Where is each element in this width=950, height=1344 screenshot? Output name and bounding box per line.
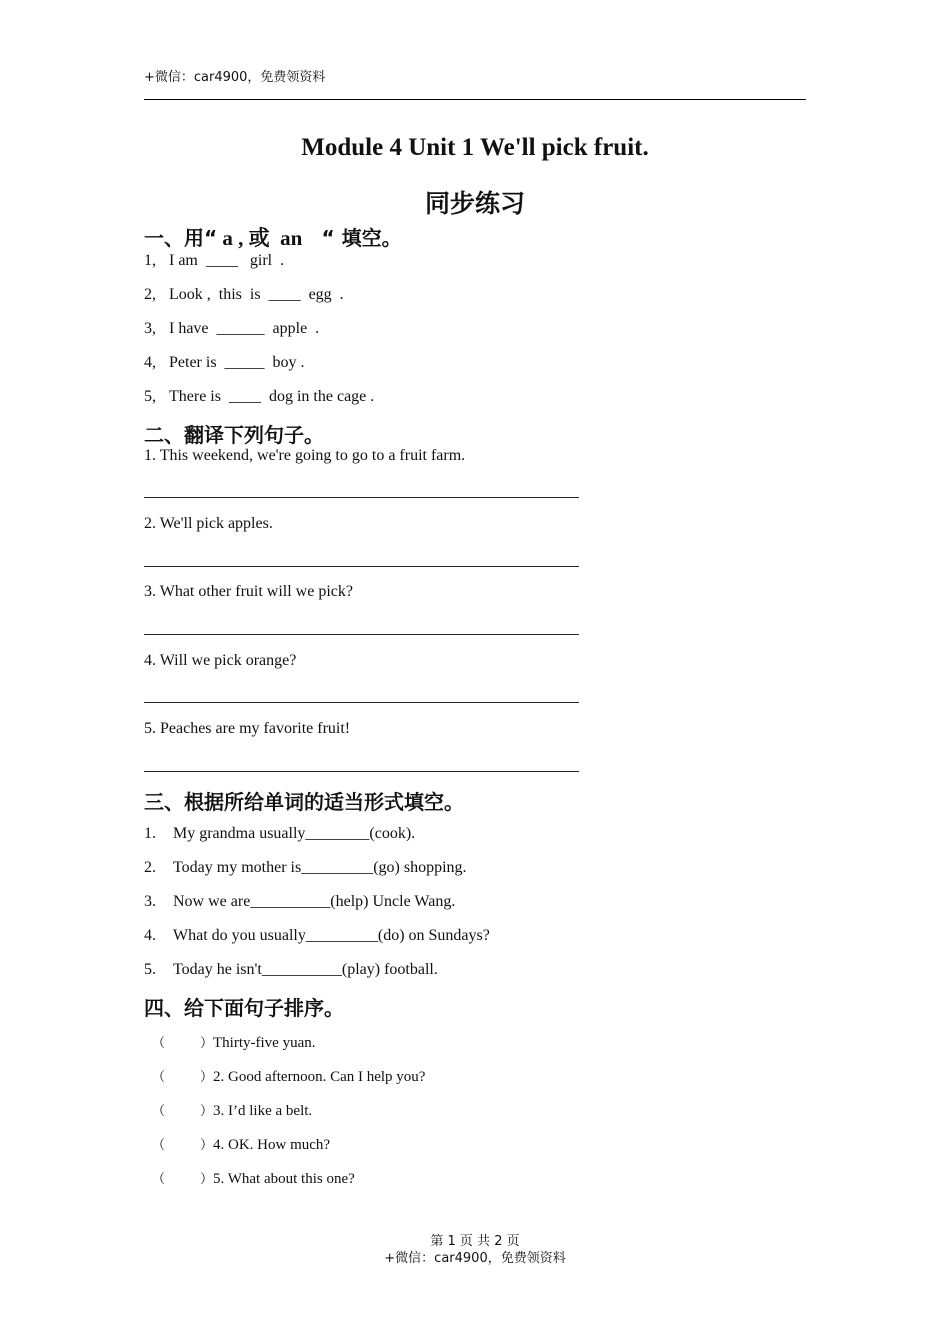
open-paren[interactable]: （	[152, 1138, 166, 1153]
item-number: 5.	[144, 961, 156, 978]
item-number: 4.	[144, 927, 156, 944]
item-number: 2.	[144, 859, 156, 876]
item-number: 3,	[144, 320, 156, 337]
section3-item	[144, 893, 455, 911]
close-paren: ）	[200, 1104, 214, 1119]
translation-item: 3. What other fruit will we pick?	[144, 583, 353, 600]
section3-item	[144, 961, 438, 979]
header-rule	[144, 99, 806, 100]
translation-item: 4. Will we pick orange?	[144, 652, 297, 669]
section1-item	[144, 388, 374, 406]
section1-heading-en: a , 或 an	[217, 226, 308, 250]
section1-heading-prefix: 一、用“	[144, 226, 218, 250]
answer-line[interactable]	[144, 634, 579, 635]
translation-item: 2. We'll pick apples.	[144, 515, 273, 532]
item-text: Today he isn't__________(play) football.	[173, 961, 438, 978]
item-number: 5,	[144, 388, 156, 405]
section1-item	[144, 252, 284, 270]
footer-watermark: +微信：car4900，免费领资料	[384, 1251, 566, 1266]
item-number: 2,	[144, 286, 156, 303]
item-text: Now we are__________(help) Uncle Wang.	[173, 893, 456, 910]
answer-line[interactable]	[144, 771, 579, 772]
ordering-text: 5. What about this one?	[213, 1171, 355, 1187]
item-text: I have ______ apple .	[169, 320, 320, 337]
answer-line[interactable]	[144, 497, 579, 498]
section1-item	[144, 320, 319, 338]
section3-heading: 三、根据所给单词的适当形式填空。	[144, 790, 464, 814]
section1-item	[144, 354, 305, 372]
ordering-item	[152, 1168, 355, 1188]
item-text: Today my mother is_________(go) shopping.	[173, 859, 467, 876]
item-number: 3.	[144, 893, 156, 910]
ordering-item	[152, 1066, 425, 1086]
open-paren[interactable]: （	[152, 1070, 166, 1085]
item-text: Look , this is ____ egg .	[169, 286, 344, 303]
page-title: Module 4 Unit 1 We'll pick fruit.	[301, 134, 649, 161]
ordering-item	[152, 1134, 330, 1154]
section3-item	[144, 825, 415, 843]
page-number: 第 1 页 共 2 页	[430, 1234, 520, 1249]
ordering-text: Thirty-five yuan.	[213, 1035, 316, 1051]
header-watermark: +微信：car4900，免费领资料	[144, 70, 326, 85]
item-text: What do you usually_________(do) on Sundays?	[173, 927, 490, 944]
section1-heading	[144, 222, 402, 252]
ordering-text: 2. Good afternoon. Can I help you?	[213, 1069, 426, 1085]
page-subtitle: 同步练习	[424, 189, 525, 218]
ordering-item	[152, 1032, 315, 1052]
close-paren: ）	[200, 1138, 214, 1153]
close-paren: ）	[200, 1036, 214, 1051]
ordering-text: 3. I’d like a belt.	[213, 1103, 313, 1119]
section3-item	[144, 927, 490, 945]
item-number: 4,	[144, 354, 156, 371]
item-text: I am ____ girl .	[169, 252, 285, 269]
open-paren[interactable]: （	[152, 1036, 166, 1051]
section4-heading: 四、给下面句子排序。	[144, 996, 344, 1020]
translation-item: 5. Peaches are my favorite fruit!	[144, 720, 351, 737]
answer-line[interactable]	[144, 702, 579, 703]
item-text: Peter is _____ boy .	[169, 354, 305, 371]
item-number: 1.	[144, 825, 156, 842]
open-paren[interactable]: （	[152, 1104, 166, 1119]
ordering-item	[152, 1100, 312, 1120]
close-paren: ）	[200, 1070, 214, 1085]
section1-heading-suffix: “ 填空。	[307, 226, 402, 250]
close-paren: ）	[200, 1172, 214, 1187]
item-number: 1,	[144, 252, 156, 269]
translation-item: 1. This weekend, we're going to go to a fruit farm.	[144, 447, 466, 464]
item-text: My grandma usually________(cook).	[173, 825, 416, 842]
item-text: There is ____ dog in the cage .	[169, 388, 375, 405]
ordering-text: 4. OK. How much?	[213, 1137, 331, 1153]
answer-line[interactable]	[144, 566, 579, 567]
section3-item	[144, 859, 467, 877]
open-paren[interactable]: （	[152, 1172, 166, 1187]
section1-item	[144, 286, 344, 304]
section2-heading: 二、翻译下列句子。	[144, 423, 324, 447]
